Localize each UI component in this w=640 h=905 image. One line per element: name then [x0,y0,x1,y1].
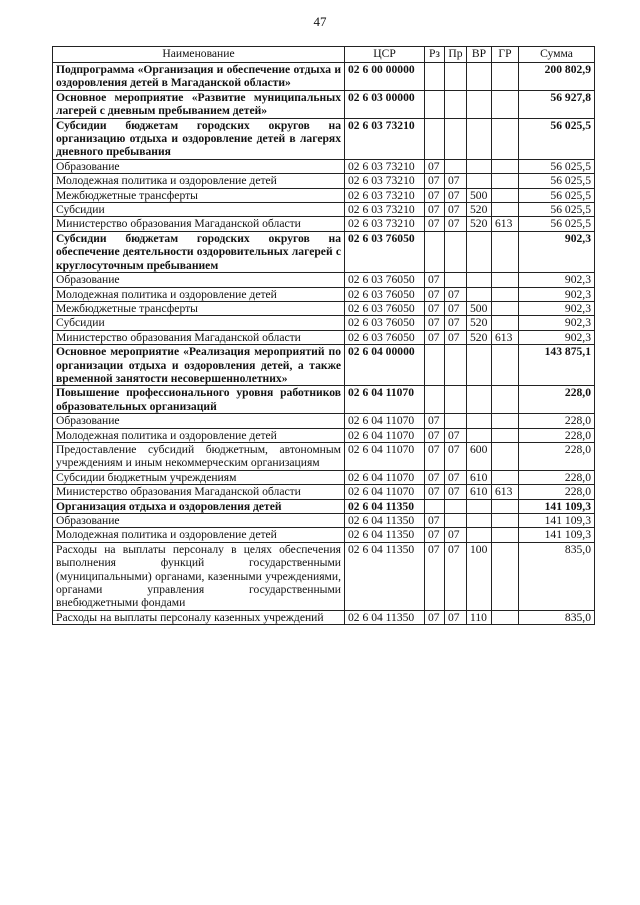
table-row [53,345,595,386]
cell-name: Образование [53,514,345,528]
cell-pr [445,514,467,528]
table-row [53,188,595,202]
table-row [53,301,595,315]
table-row [53,174,595,188]
table-row [53,316,595,330]
cell-pr: 07 [445,330,467,344]
page-number: 47 [313,14,327,29]
cell-gr: 613 [492,217,519,231]
cell-vr: 110 [467,610,492,624]
cell-sum: 56 025,5 [519,188,595,202]
cell-gr [492,470,519,484]
cell-rz: 07 [425,330,445,344]
cell-vr: 100 [467,542,492,610]
cell-gr [492,90,519,118]
cell-sum: 56 025,5 [519,203,595,217]
cell-gr [492,386,519,414]
table-row [53,442,595,470]
cell-sum: 141 109,3 [519,499,595,513]
cell-csr: 02 6 04 11070 [345,485,425,499]
cell-vr [467,386,492,414]
cell-rz: 07 [425,542,445,610]
table-row [53,159,595,173]
cell-rz: 07 [425,273,445,287]
cell-vr [467,499,492,513]
cell-name: Молодежная политика и оздоровление детей [53,428,345,442]
cell-name: Субсидии бюджетам городских округов на организацию отдыха и оздоровление детей в лагерях дневного пребывания [53,118,345,159]
cell-rz: 07 [425,301,445,315]
cell-pr: 07 [445,528,467,542]
table-row [53,542,595,610]
cell-vr [467,273,492,287]
cell-pr [445,63,467,91]
table-row [53,231,595,272]
cell-sum: 902,3 [519,231,595,272]
table-row [53,386,595,414]
cell-gr [492,442,519,470]
cell-name: Министерство образования Магаданской области [53,485,345,499]
table-row [53,414,595,428]
cell-rz [425,499,445,513]
cell-vr [467,287,492,301]
cell-rz: 07 [425,442,445,470]
cell-csr: 02 6 03 76050 [345,330,425,344]
cell-sum: 143 875,1 [519,345,595,386]
cell-name: Предоставление субсидий бюджетным, автономным учреждениям и иным некоммерческим организациям [53,442,345,470]
cell-name: Организация отдыха и оздоровления детей [53,499,345,513]
header-gr: ГР [492,47,519,63]
cell-pr: 07 [445,316,467,330]
cell-csr: 02 6 03 76050 [345,316,425,330]
cell-gr [492,528,519,542]
cell-gr [492,231,519,272]
cell-rz: 07 [425,485,445,499]
cell-vr: 610 [467,485,492,499]
table-row [53,273,595,287]
cell-gr [492,159,519,173]
cell-sum: 141 109,3 [519,514,595,528]
cell-csr: 02 6 04 00000 [345,345,425,386]
cell-sum: 141 109,3 [519,528,595,542]
cell-gr [492,63,519,91]
cell-name: Подпрограмма «Организация и обеспечение отдыха и оздоровления детей в Магаданской области» [53,63,345,91]
cell-gr [492,188,519,202]
cell-gr [492,345,519,386]
cell-gr [492,610,519,624]
cell-name: Молодежная политика и оздоровление детей [53,528,345,542]
table-row [53,203,595,217]
cell-rz: 07 [425,217,445,231]
cell-name: Субсидии бюджетным учреждениям [53,470,345,484]
table-row [53,330,595,344]
table-header-row [53,47,595,63]
cell-name: Министерство образования Магаданской области [53,330,345,344]
cell-gr [492,428,519,442]
cell-vr [467,159,492,173]
table-row [53,287,595,301]
cell-csr: 02 6 04 11350 [345,610,425,624]
cell-pr: 07 [445,174,467,188]
header-sum: Сумма [519,47,595,63]
cell-vr [467,414,492,428]
cell-rz: 07 [425,287,445,301]
cell-pr: 07 [445,203,467,217]
table-row [53,514,595,528]
cell-csr: 02 6 04 11350 [345,499,425,513]
cell-vr [467,514,492,528]
table-row [53,499,595,513]
cell-pr [445,118,467,159]
cell-vr [467,428,492,442]
table-row [53,118,595,159]
cell-rz: 07 [425,610,445,624]
cell-name: Основное мероприятие «Развитие муниципальных лагерей с дневным пребыванием детей» [53,90,345,118]
budget-table [52,46,595,625]
cell-rz: 07 [425,428,445,442]
table-row [53,610,595,624]
cell-name: Повышение профессионального уровня работников образовательных организаций [53,386,345,414]
cell-sum: 902,3 [519,273,595,287]
cell-sum: 228,0 [519,414,595,428]
cell-gr: 613 [492,485,519,499]
cell-pr [445,159,467,173]
table-row [53,90,595,118]
cell-rz [425,386,445,414]
cell-sum: 56 025,5 [519,159,595,173]
cell-sum: 56 025,5 [519,174,595,188]
cell-vr: 520 [467,316,492,330]
cell-vr: 610 [467,470,492,484]
cell-sum: 228,0 [519,428,595,442]
cell-vr: 500 [467,188,492,202]
cell-csr: 02 6 03 76050 [345,287,425,301]
cell-rz: 07 [425,414,445,428]
cell-csr: 02 6 03 73210 [345,118,425,159]
cell-pr [445,414,467,428]
cell-sum: 228,0 [519,386,595,414]
cell-vr [467,231,492,272]
cell-pr [445,386,467,414]
cell-pr [445,273,467,287]
cell-name: Субсидии [53,203,345,217]
cell-name: Основное мероприятие «Реализация мероприятий по организации отдыха и оздоровления детей, а также временной занятости несовершеннолетних» [53,345,345,386]
cell-csr: 02 6 03 76050 [345,301,425,315]
cell-rz [425,63,445,91]
cell-gr [492,316,519,330]
cell-sum: 902,3 [519,316,595,330]
cell-rz: 07 [425,528,445,542]
cell-csr: 02 6 00 00000 [345,63,425,91]
cell-rz: 07 [425,174,445,188]
cell-sum: 835,0 [519,610,595,624]
cell-csr: 02 6 03 73210 [345,159,425,173]
cell-csr: 02 6 04 11070 [345,470,425,484]
cell-vr: 520 [467,217,492,231]
table-row [53,63,595,91]
cell-pr: 07 [445,217,467,231]
cell-rz [425,231,445,272]
cell-rz: 07 [425,203,445,217]
cell-csr: 02 6 03 73210 [345,174,425,188]
cell-name: Молодежная политика и оздоровление детей [53,174,345,188]
cell-rz: 07 [425,470,445,484]
cell-sum: 56 025,5 [519,217,595,231]
cell-sum: 902,3 [519,287,595,301]
cell-csr: 02 6 03 76050 [345,231,425,272]
cell-gr [492,499,519,513]
cell-name: Субсидии бюджетам городских округов на обеспечение деятельности оздоровительных лагерей с круглосуточным пребыванием [53,231,345,272]
cell-name: Субсидии [53,316,345,330]
header-rz: Рз [425,47,445,63]
table-row [53,428,595,442]
cell-sum: 228,0 [519,470,595,484]
cell-pr [445,345,467,386]
cell-pr: 07 [445,442,467,470]
cell-vr [467,345,492,386]
table-row [53,528,595,542]
cell-csr: 02 6 04 11070 [345,386,425,414]
cell-sum: 902,3 [519,330,595,344]
cell-name: Образование [53,414,345,428]
cell-vr [467,174,492,188]
cell-gr [492,514,519,528]
cell-pr: 07 [445,542,467,610]
cell-sum: 56 025,5 [519,118,595,159]
header-csr: ЦСР [345,47,425,63]
cell-csr: 02 6 04 11070 [345,442,425,470]
cell-name: Межбюджетные трансферты [53,301,345,315]
cell-gr: 613 [492,330,519,344]
cell-gr [492,301,519,315]
cell-vr [467,63,492,91]
table-body [53,63,595,625]
header-vr: ВР [467,47,492,63]
cell-csr: 02 6 03 00000 [345,90,425,118]
cell-pr: 07 [445,188,467,202]
cell-sum: 835,0 [519,542,595,610]
cell-csr: 02 6 03 73210 [345,203,425,217]
cell-pr [445,231,467,272]
cell-vr [467,528,492,542]
cell-rz [425,118,445,159]
cell-vr: 520 [467,203,492,217]
cell-pr [445,499,467,513]
cell-csr: 02 6 04 11350 [345,514,425,528]
cell-pr: 07 [445,470,467,484]
cell-csr: 02 6 04 11070 [345,428,425,442]
table-row [53,485,595,499]
cell-sum: 228,0 [519,442,595,470]
cell-vr: 520 [467,330,492,344]
cell-pr: 07 [445,610,467,624]
cell-csr: 02 6 03 73210 [345,217,425,231]
cell-sum: 902,3 [519,301,595,315]
cell-pr: 07 [445,301,467,315]
cell-name: Расходы на выплаты персоналу казенных учреждений [53,610,345,624]
cell-rz: 07 [425,159,445,173]
cell-csr: 02 6 04 11350 [345,528,425,542]
cell-gr [492,542,519,610]
cell-rz [425,345,445,386]
cell-name: Молодежная политика и оздоровление детей [53,287,345,301]
cell-pr: 07 [445,485,467,499]
cell-gr [492,118,519,159]
cell-gr [492,414,519,428]
cell-rz: 07 [425,316,445,330]
cell-name: Расходы на выплаты персоналу в целях обеспечения выполнения функций государственными (муниципальными) органами, казенными учреждениями, органами управления государственными внебюджетными фондами [53,542,345,610]
cell-rz [425,90,445,118]
cell-sum: 228,0 [519,485,595,499]
cell-name: Межбюджетные трансферты [53,188,345,202]
cell-gr [492,273,519,287]
cell-vr [467,118,492,159]
cell-gr [492,203,519,217]
cell-vr [467,90,492,118]
header-pr: Пр [445,47,467,63]
cell-gr [492,174,519,188]
cell-gr [492,287,519,301]
cell-sum: 56 927,8 [519,90,595,118]
cell-sum: 200 802,9 [519,63,595,91]
cell-csr: 02 6 04 11350 [345,542,425,610]
cell-vr: 600 [467,442,492,470]
cell-name: Образование [53,159,345,173]
cell-csr: 02 6 03 73210 [345,188,425,202]
cell-pr [445,90,467,118]
cell-pr: 07 [445,428,467,442]
table-row [53,470,595,484]
cell-csr: 02 6 04 11070 [345,414,425,428]
cell-rz: 07 [425,514,445,528]
cell-name: Образование [53,273,345,287]
cell-pr: 07 [445,287,467,301]
table-row [53,217,595,231]
cell-rz: 07 [425,188,445,202]
cell-name: Министерство образования Магаданской области [53,217,345,231]
header-name: Наименование [53,47,345,63]
cell-vr: 500 [467,301,492,315]
cell-csr: 02 6 03 76050 [345,273,425,287]
